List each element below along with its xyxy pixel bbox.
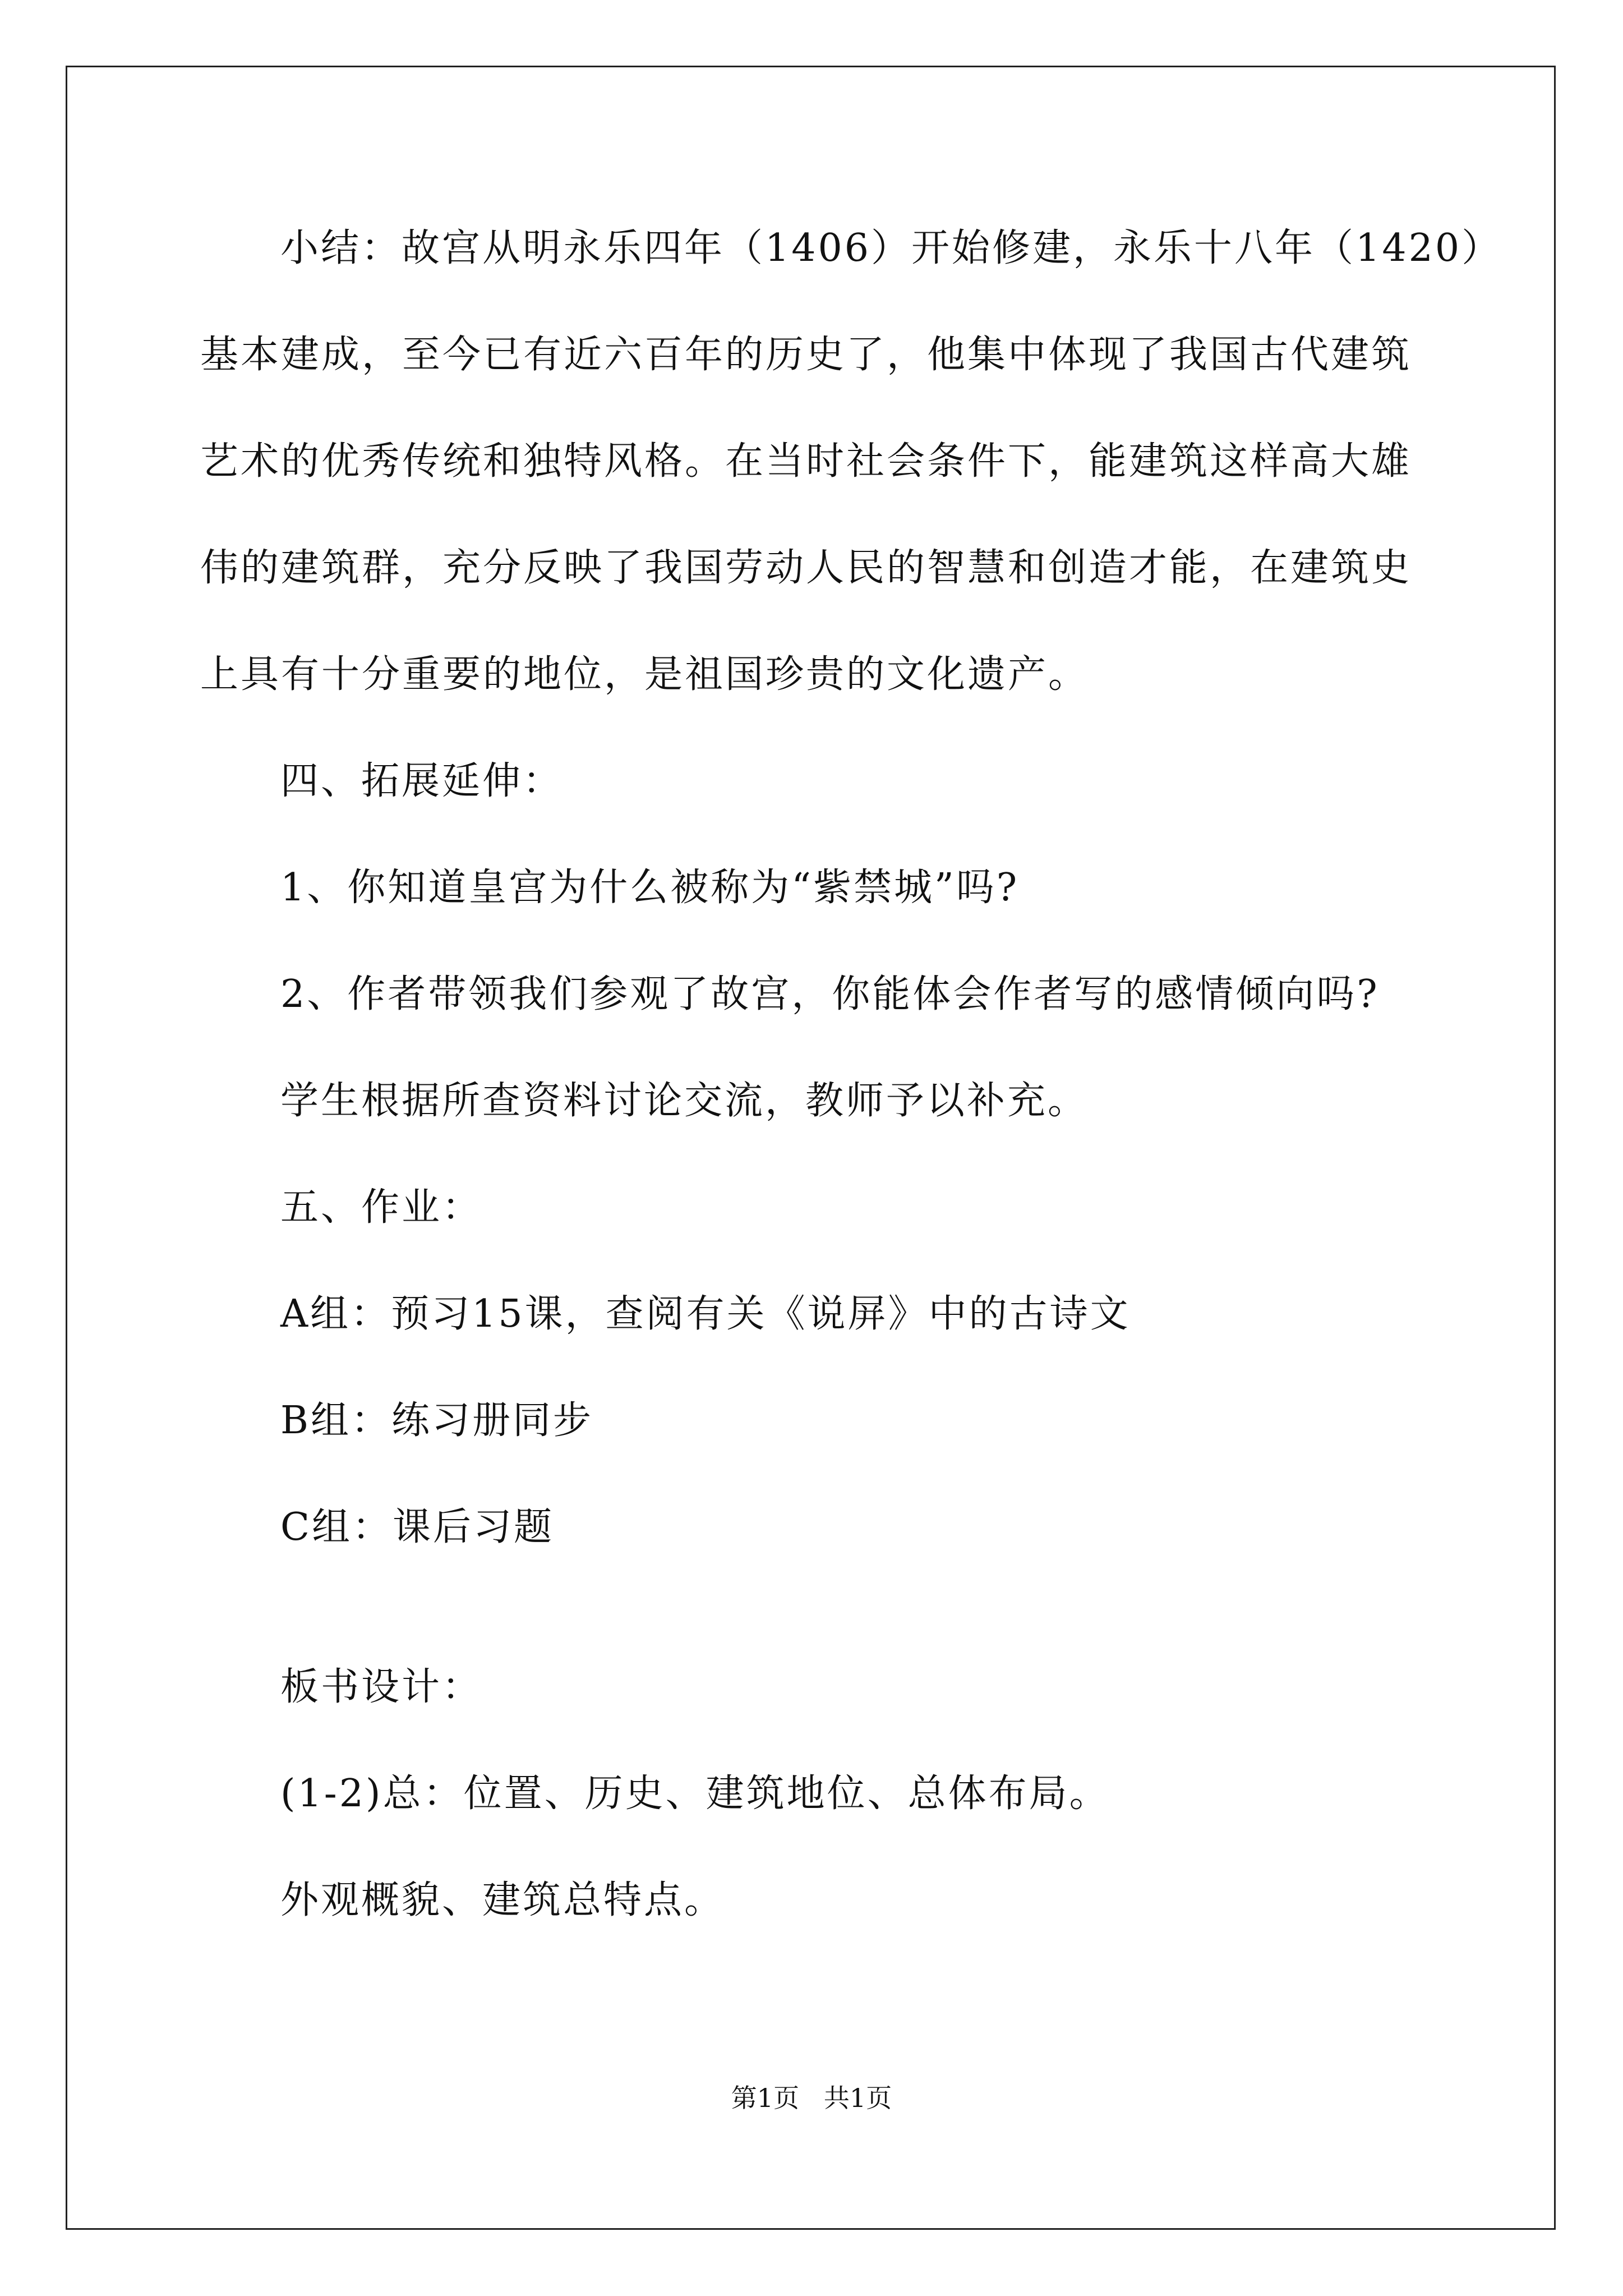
board-design-heading: 板书设计： (280, 1665, 483, 1709)
summary-line-2: 基本建成，至今已有近六百年的历史了，他集中体现了我国古代建筑 (200, 333, 1412, 377)
summary-line-5: 上具有十分重要的地位，是祖国珍贵的文化遗产。 (200, 652, 1089, 697)
document-body (200, 222, 1502, 1980)
section-4-note: 学生根据所查资料讨论交流，教师予以补充。 (280, 1079, 1089, 1123)
section-4-heading: 四、拓展延伸： (280, 759, 564, 803)
summary-line-3: 艺术的优秀传统和独特风格。在当时社会条件下，能建筑这样高大雄 (200, 439, 1412, 484)
homework-group-c: C组：课后习题 (280, 1505, 555, 1549)
summary-line-4: 伟的建筑群，充分反映了我国劳动人民的智慧和创造才能，在建筑史 (200, 546, 1412, 590)
section-4-question-1: 1、你知道皇宫为什么被称为“紫禁城”吗? (280, 866, 1020, 910)
page-footer: 第1页 共1页 (731, 2083, 892, 2113)
board-design-line-2: 外观概貌、建筑总特点。 (280, 1878, 725, 1922)
homework-group-a: A组：预习15课，查阅有关《说屏》中的古诗文 (280, 1292, 1131, 1336)
board-design-line-1: (1-2)总：位置、历史、建筑地位、总体布局。 (280, 1772, 1110, 1816)
section-5-heading: 五、作业： (280, 1185, 483, 1230)
section-4-question-2: 2、作者带领我们参观了故宫，你能体会作者写的感情倾向吗? (280, 972, 1380, 1016)
summary-line-1: 小结：故宫从明永乐四年（1406）开始修建，永乐十八年（1420） (280, 226, 1502, 270)
homework-group-b: B组：练习册同步 (280, 1398, 593, 1443)
